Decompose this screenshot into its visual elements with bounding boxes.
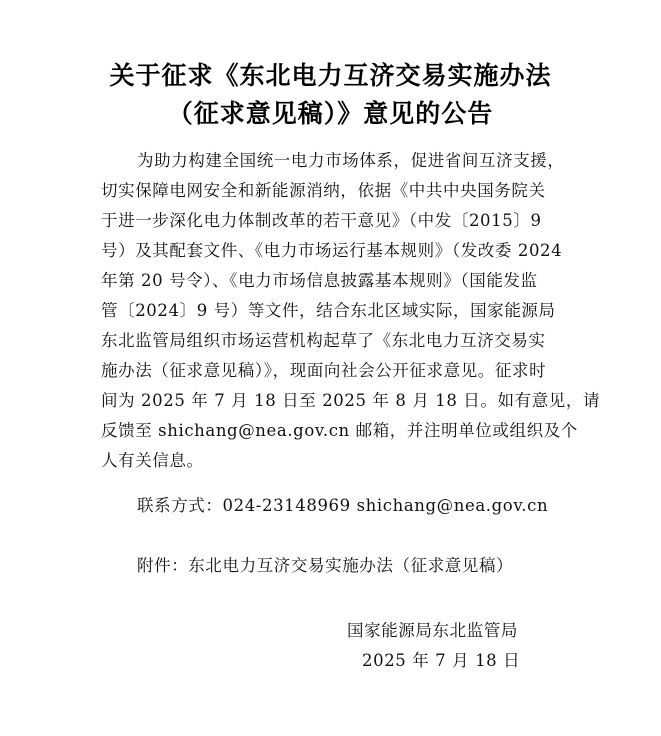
body-paragraph-line: 反馈至 shichang@nea.gov.cn 邮箱，并注明单位或组织及个 [101, 421, 578, 440]
document-title-line-1: 关于征求《东北电力互济交易实施办法 [109, 61, 552, 90]
body-paragraph-line: 人有关信息。 [101, 451, 204, 470]
body-paragraph-line: 管〔2024〕9 号）等文件，结合东北区域实际，国家能源局 [101, 301, 556, 320]
body-paragraph-line: 间为 2025 年 7 月 18 日至 2025 年 8 月 18 日。如有意见，请 [101, 391, 601, 410]
signature-date: 2025 年 7 月 18 日 [362, 651, 521, 670]
body-paragraph-line: 东北监管局组织市场运营机构起草了《东北电力互济交易实 [101, 331, 546, 350]
body-paragraph-line: 年第 20 号令）、《电力市场信息披露基本规则》（国能发监 [101, 271, 538, 290]
body-paragraph-line: 号）及其配套文件、《电力市场运行基本规则》（发改委 2024 [101, 241, 563, 260]
attachment-reference: 附件：东北电力互济交易实施办法（征求意见稿） [137, 556, 514, 575]
body-paragraph-line: 切实保障电网安全和新能源消纳，依据《中共中央国务院关 [101, 181, 546, 200]
body-paragraph-line: 施办法（征求意见稿）》，现面向社会公开征求意见。征求时 [101, 361, 547, 380]
body-paragraph-line: 于进一步深化电力体制改革的若干意见》（中发〔2015〕9 [101, 211, 542, 230]
body-paragraph-line: 为助力构建全国统一电力市场体系，促进省间互济支援， [137, 151, 565, 170]
contact-info: 联系方式：024-23148969 shichang@nea.gov.cn [137, 496, 549, 515]
document-title-line-2: （征求意见稿）》意见的公告 [167, 99, 494, 128]
signature-organization: 国家能源局东北监管局 [347, 621, 518, 640]
